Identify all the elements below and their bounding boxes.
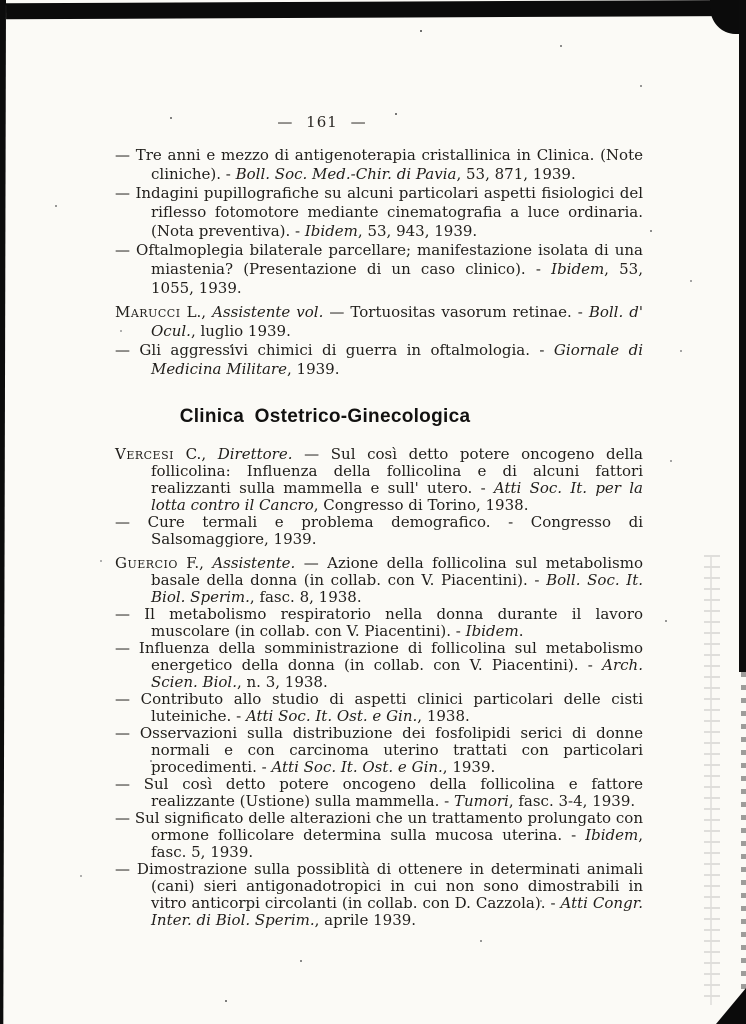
bibliography-entry	[115, 810, 643, 861]
bibliography-entry	[115, 184, 643, 241]
bibliography-entry	[115, 514, 643, 548]
entry-text: — Indagini pupillografiche su alcuni particolari aspetti fisiologici del riflesso fotomotore mediante cinematografia a luce ordinaria. (Nota preventiva). -	[115, 184, 643, 240]
entry-text: , Congresso di Torino, 1938.	[313, 496, 529, 514]
entry-text: — Tortuositas vasorum retinae. -	[323, 303, 589, 321]
journal-title: Ibidem	[585, 826, 639, 844]
entry-text: C.,	[173, 445, 218, 463]
entry-text: , luglio 1939.	[190, 322, 291, 340]
scan-noise-dots	[0, 0, 2, 2]
bibliography-entry	[115, 555, 643, 606]
journal-title: Tumori	[453, 792, 509, 810]
journal-title: Assistente.	[212, 554, 296, 572]
section-heading: Clinica Ostetrico-Ginecologica	[179, 406, 471, 427]
entry-text: — Il metabolismo respiratorio nella donna durante il lavoro muscolare (in collab. con V. Piacentini). -	[115, 605, 643, 640]
entry-text: , 53, 871, 1939.	[456, 165, 576, 183]
bibliography-section-continuation	[115, 146, 643, 379]
entry-text: — Sul così detto potere oncogeno della follicolina e fattore realizzante (Ustione) sulla mammella. -	[115, 775, 643, 810]
journal-title: Boll. Soc. Med.-Chir. di Pavia	[235, 165, 457, 183]
entry-text: — Osservazioni sulla distribuzione dei fosfolipidi serici di donne normali e con carcinoma uterino trattati con particolari procedimenti. -	[115, 724, 643, 776]
scan-edge-left	[0, 0, 6, 1024]
entry-text: , fasc. 8, 1938.	[249, 588, 362, 606]
entry-text: , aprile 1939.	[314, 911, 417, 929]
entry-text: — Dimostrazione sulla possiblità di ottenere in determinati animali (cani) sieri antigonadotropici in cui non sono dimostrabili in vitro anticorpi circolanti (in collab. con D. Cazzola). -	[115, 860, 643, 912]
page-number: — 161 —	[277, 113, 367, 131]
journal-title: Atti Soc. It. Ost. e Gin.	[271, 758, 443, 776]
bibliography-entry	[115, 303, 643, 341]
journal-title: Atti Soc. It. Ost. e Gin.	[245, 707, 418, 725]
entry-text: — Cure termali e problema demografico. - Congresso di Salsomaggiore, 1939.	[115, 513, 643, 548]
entry-text: L.,	[180, 303, 213, 321]
bibliography-entry	[115, 606, 643, 640]
journal-title: Atti Soc. It. per la lotta contro il Cancro	[151, 479, 643, 514]
entry-text: F.,	[177, 554, 213, 572]
journal-title: Atti Congr. Inter. di Biol. Sperim.	[151, 894, 643, 929]
journal-title: Boll. d' Ocul.	[151, 303, 643, 340]
journal-title: Giornale di Medicina Militare	[151, 341, 643, 378]
entry-text: , fasc. 5, 1939.	[151, 826, 643, 861]
bibliography-entry	[115, 341, 643, 379]
bibliography-entry	[115, 691, 643, 725]
bibliography-entry	[115, 861, 643, 929]
journal-title: Ibidem	[551, 260, 605, 278]
bibliography-section-ginecologica	[115, 446, 643, 929]
entry-text: , n. 3, 1938.	[236, 673, 328, 691]
bibliography-entry	[115, 146, 643, 184]
scan-edge-right	[739, 0, 746, 672]
bibliography-entry	[115, 446, 643, 514]
entry-text: , 53, 943, 1939.	[357, 222, 478, 240]
entry-text: — Azione della follicolina sul metabolismo basale della donna (in collab. con V. Piacentini). -	[151, 554, 643, 589]
entry-text: — Tre anni e mezzo di antigenoterapia cristallinica in Clinica. (Note cliniche). -	[115, 146, 643, 183]
journal-title: Direttore.	[217, 445, 293, 463]
scan-speckle-band	[704, 555, 720, 1005]
bibliography-entry	[115, 776, 643, 810]
journal-title: Boll. Soc. It. Biol. Sperim.	[151, 571, 643, 606]
entry-text: — Contributo allo studio di aspetti clinici particolari delle cisti luteiniche. -	[115, 690, 643, 725]
page-body	[115, 146, 643, 929]
entry-text: , 1938.	[417, 707, 470, 725]
journal-title: Ibidem	[304, 222, 358, 240]
journal-title: Assistente vol.	[212, 303, 324, 321]
entry-text: , 1939.	[286, 360, 340, 378]
entry-text: , 53, 1055, 1939.	[151, 260, 643, 297]
author-name: Vercesi	[115, 445, 174, 463]
bibliography-entry	[115, 725, 643, 776]
bibliography-entry	[115, 640, 643, 691]
entry-text: — Sul così detto potere oncogeno della follicolina: Influenza della follicolina e di alcuni fattori realizzanti sulla mammella e sull' utero. -	[151, 445, 644, 497]
author-name: Marucci	[115, 303, 181, 321]
bibliography-entry	[115, 241, 643, 298]
entry-text: — Influenza della somministrazione di follicolina sul metabolismo energetico della donna (in collab. con V. Piacentini). -	[115, 639, 643, 674]
entry-text: .	[518, 622, 524, 640]
scan-edge-right-fade	[741, 672, 746, 1024]
author-name: Guercio	[115, 554, 178, 572]
entry-text: — Oftalmoplegia bilaterale parcellare; manifestazione isolata di una miastenia? (Presentazione di un caso clinico). -	[115, 241, 643, 278]
entry-text: , 1939.	[442, 758, 496, 776]
journal-title: Ibidem	[465, 622, 519, 640]
scan-edge-top	[6, 0, 746, 19]
entry-text: — Sul significato delle alterazioni che un trattamento prolungato con ormone follicolare determina sulla mucosa uterina. -	[115, 809, 643, 844]
journal-title: Arch. Scien. Biol.	[151, 656, 643, 691]
entry-text: , fasc. 3-4, 1939.	[508, 792, 636, 810]
scan-corner-bottom-right	[716, 988, 746, 1024]
entry-text: — Gli aggressivi chimici di guerra in oftalmologia. -	[115, 341, 554, 359]
